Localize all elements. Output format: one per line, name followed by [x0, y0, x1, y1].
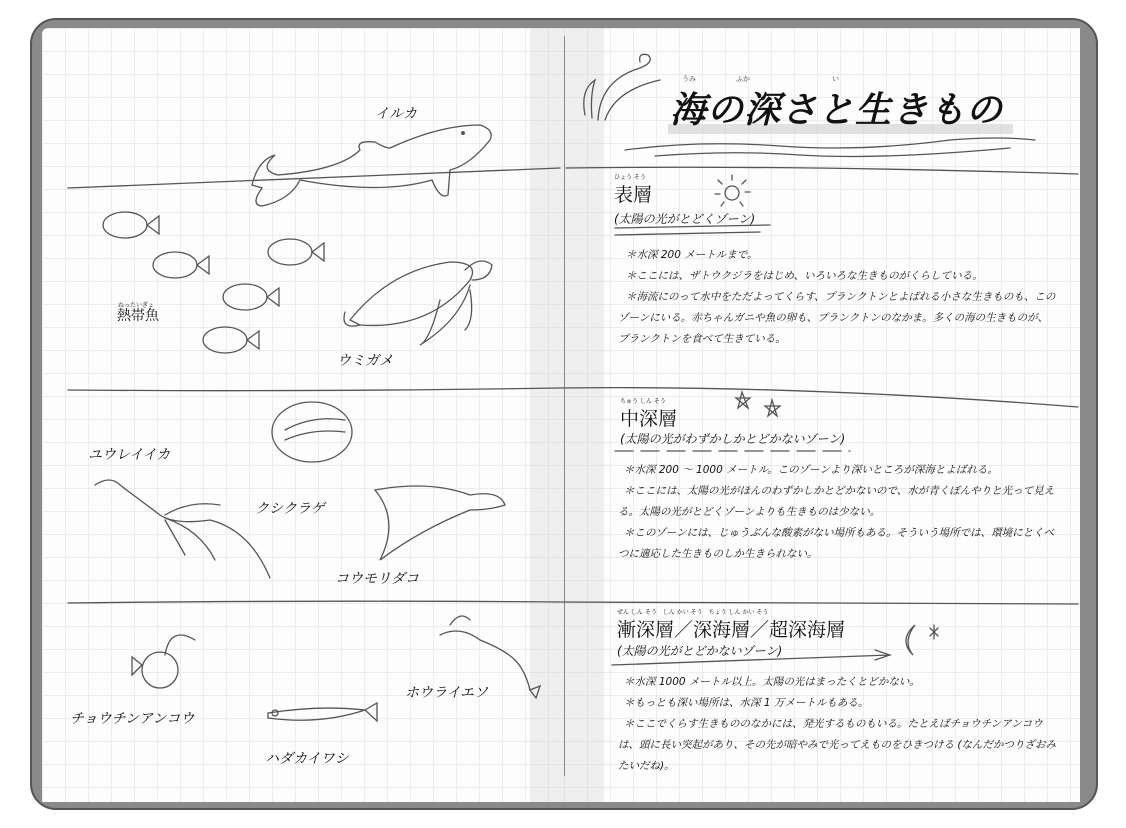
creature-label-viperfish: ホウライエソ: [405, 685, 489, 701]
lanternfish-illustration: [268, 703, 377, 721]
tropical-fish-illustration: [103, 212, 324, 353]
sun-icon: [715, 175, 750, 206]
comb-jelly-illustration: [272, 402, 352, 462]
section-heading-surface: 表層: [614, 184, 653, 206]
bullet: ＊海流にのって水中をただよってくらす、プランクトンとよばれる小さな生きものも、このゾーンにいる。赤ちゃんガニや魚の卵も、プランクトンのなかま。多くの海の生きものが、プランクトンを食べて生きている。: [618, 291, 1056, 345]
divider-line: [68, 388, 1078, 407]
page-title: 海の深さと生きもの: [670, 90, 1004, 131]
creature-label-lanternfish: ハダカイワシ: [265, 751, 349, 767]
bullet: ＊もっとも深い場所は、水深 1 万メートルもある。: [624, 697, 869, 709]
title-ruby: うみ ふか い: [682, 75, 839, 83]
vampire-squid-illustration: [375, 486, 505, 560]
section-subtitle: (太陽の光がとどかないゾーン): [617, 644, 783, 658]
bullet: ＊ここでくらす生きもののなかには、発光するものもいる。たとえばチョウチンアンコウは、頭に長い突起があり、その先が暗やみで光ってえものをひきつける (なんだかつりざおみたいだね)。: [618, 718, 1056, 772]
ghost-squid-illustration: [95, 480, 270, 578]
sea-turtle-illustration: [344, 261, 492, 345]
surface-wave-line: [68, 168, 560, 188]
creature-label-sea-turtle: ウミガメ: [337, 353, 393, 369]
section-body-surface: [618, 245, 1058, 350]
creature-label-ghost-squid: ユウレイイカ: [88, 447, 171, 463]
section-heading-ruby: ぜん しん そう しん かい そう ちょう しん かい そう: [617, 609, 769, 616]
creature-ruby: ねったいぎょ: [118, 302, 155, 309]
section-heading-ruby: ひょう そう: [614, 174, 646, 181]
bullet: ＊水深 200 ～ 1000 メートル。このゾーンより深いところが深海とよばれる。: [624, 464, 998, 476]
bullet: ＊ここには、太陽の光がほんのわずかしかとどかないので、水が青くぼんやりと光って見える。太陽の光がとどくゾーンよりも生きものは少ない。: [618, 485, 1055, 518]
creature-label-vampire-squid: コウモリダコ: [335, 571, 419, 587]
section-subtitle: (太陽の光がとどくゾーン): [614, 212, 756, 226]
bullet: ＊水深 1000 メートル以上。太陽の光はまったくとどかない。: [624, 676, 920, 688]
section-heading-deep-layers: 漸深層／深海層／超深海層: [617, 619, 846, 641]
creature-label-tropical-fish: 熱帯魚: [117, 308, 159, 324]
stars-icon: [736, 392, 780, 416]
wind-swirl-decoration: [584, 54, 660, 120]
moon-icon: [906, 625, 938, 655]
section-body-deep-layers: [618, 672, 1058, 777]
bullet: ＊ここには、ザトウクジラをはじめ、いろいろな生きものがくらしている。: [626, 270, 983, 282]
divider-line: [68, 601, 1078, 604]
creature-label-dolphin: イルカ: [375, 106, 417, 122]
bullet: ＊水深 200 メートルまで。: [626, 249, 758, 261]
section-heading-mesopelagic: 中深層: [620, 408, 678, 430]
creature-label-anglerfish: チョウチンアンコウ: [70, 711, 195, 727]
bullet: ＊このゾーンには、じゅうぶんな酸素がない場所もある。そういう場所では、環境にとくべつに適応した生きものしか生きられない。: [618, 527, 1055, 560]
section-heading-ruby: ちゅう しん そう: [620, 398, 666, 405]
section-body-mesopelagic: [618, 460, 1058, 565]
dolphin-illustration: [252, 125, 491, 206]
creature-label-comb-jelly: クシクラゲ: [255, 501, 325, 517]
title-wave: [625, 138, 1035, 150]
section-subtitle: (太陽の光がわずかしかとどかないゾーン): [620, 432, 846, 446]
anglerfish-illustration: [132, 635, 195, 688]
